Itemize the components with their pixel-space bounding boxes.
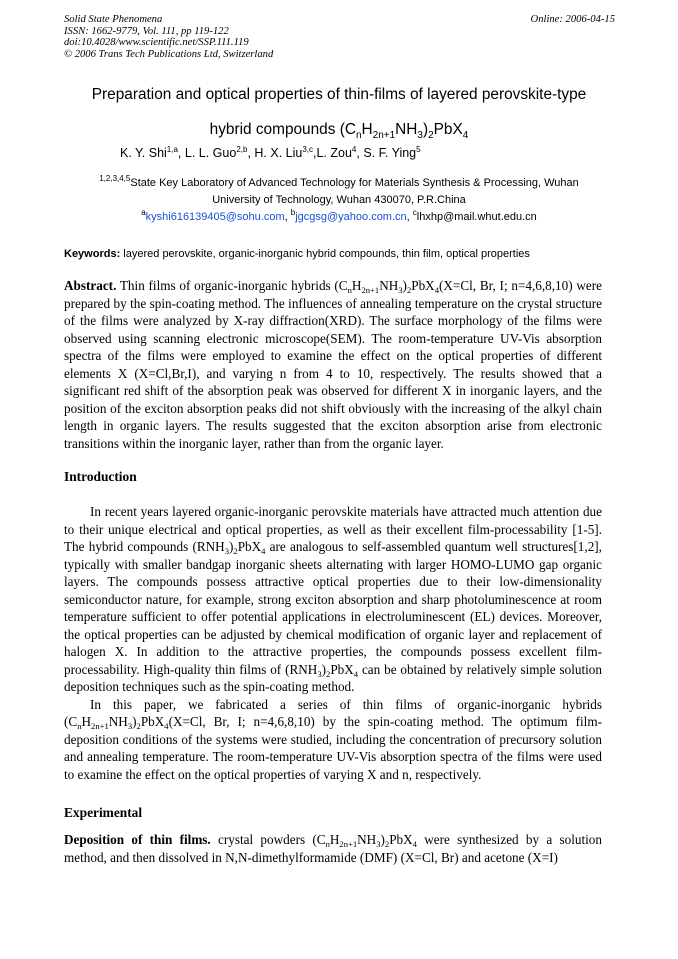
abstract: Abstract. Thin films of organic-inorganic hybrids $(C_nH_{2n+1}NH_3)_2PbX_4(X=Cl$, Br, I; n=4,6,8,10) were prepared by the spin-coating method. The influences of annealing temperature on the crystal structure of the films were analyzed by X-ray diffraction(XRD). The surface morphology of the films were observed using scanning electronic microscope(SEM). The room-temperature UV-Vis absorption spectra of the films were employed to examine the effect on the optical properties of different elements X (X=Cl,Br,I), and varying n from 4 to 10, respectively. The results showed that a significant red shift of the absorption peak was observed for different X in inorganic layers, and the position of the exciton absorption peaks did not shift obviously with the increasing of the alkyl chain length in organic layers. The results suggested that the exciton absorption arise from electronic transitions within the inorganic layer, rather than from the organic layer.	[64, 278, 602, 451]
journal-copyright: © 2006 Trans Tech Publications Ltd, Switzerland	[64, 48, 274, 60]
author-list: K. Y. Shi$^{1,a}$, L. L. Guo$^{2,b}$, H. X. Liu$^{3,c}$,L. Zou$^4$, S. F. Ying$^5$	[120, 145, 421, 160]
paper-title-line-2: hybrid compounds $(C_nH_{2n+1}NH_3)_2PbX_4$	[209, 121, 469, 141]
section-heading-introduction: Introduction	[64, 469, 137, 484]
online-date: Online: 2006-04-15	[530, 14, 615, 25]
introduction-body	[64, 503, 602, 783]
email-link[interactable]: jgcgsg@yahoo.com.cn	[295, 211, 407, 223]
email-text: lhxhp@mail.whut.edu.cn	[416, 211, 537, 223]
journal-name: Solid State Phenomena	[64, 14, 163, 25]
journal-doi: doi:10.4028/www.scientific.net/SSP.111.119	[64, 37, 249, 49]
keywords: Keywords: layered perovskite, organic-inorganic hybrid compounds, thin film, optical properties	[64, 248, 530, 260]
author: L. L. Guo	[184, 146, 237, 160]
abstract-label: Abstract.	[64, 278, 117, 293]
paragraph: In recent years layered organic-inorganic perovskite materials have attracted much attention due to their unique electrical and optical properties, as well as their excellent film-processability [1-5]. The hybrid compounds $(RNH_3)_2PbX_4$ are analogous to self-assembled quantum well structures[1,2], typically with smaller bandgap inorganic sheets alternating with larger HOMO-LUMO gap organic layers. The compounds possess attractive optical properties due to their low-dimensionality semiconductor nature, for example, strong exciton absorption and sharp photoluminescence at room temperature sufficient to offer potential applications in electroluminescent (EL) devices. Moreover, the optical properties can be adjusted by chemical modification of organic layer and replacement of halogen X. In addition to the attractive properties, the compounds possess excellent film-processability. High-quality thin films of $(RNH_3)_2PbX_4$ can be obtained by relatively simple solution deposition techniques such as the spin-coating method.	[64, 504, 602, 694]
author-emails: $^a$kyshi616139405@sohu.com, $^b$jgcgsg@yahoo.com.cn, $^c$lhxhp@mail.whut.edu.cn	[141, 208, 537, 223]
author: H. X. Liu	[254, 146, 303, 160]
subsection-lead: Deposition of thin films.	[64, 832, 211, 847]
experimental-body: Deposition of thin films. crystal powders $(C_nH_{2n+1}NH_3)_2PbX_4$ were synthesized by a solution method, and then dissolved in N,N-dimethylformamide (DMF) (X=Cl, Br) and acetone (X=I)	[64, 832, 602, 865]
journal-issn: ISSN: 1662-9779, Vol. 111, pp 119-122	[64, 25, 229, 37]
author: S. F. Ying	[363, 146, 417, 160]
paper-title-line-1: Preparation and optical properties of thin-films of layered perovskite-type	[91, 86, 587, 103]
journal-header	[64, 14, 273, 60]
section-heading-experimental: Experimental	[64, 805, 143, 820]
paragraph: In this paper, we fabricated a series of thin films of organic-inorganic hybrids $(C_nH_{2n+1}NH_3)_2PbX_4(X=Cl$, Br, I; n=4,6,8,10) by the spin-coating method. The optimum film-deposition conditions of the systems were studied, including the concentration of precursory solution and annealing temperature. The room-temperature UV-Vis absorption spectra of the films were used to examine the effect on the optical properties of varying X and n, respectively.	[64, 696, 602, 782]
affiliation-line-2: University of Technology, Wuhan 430070, P.R.China	[212, 194, 466, 206]
author: L. Zou	[316, 146, 352, 160]
email-link[interactable]: kyshi616139405@sohu.com	[145, 211, 285, 223]
keywords-label: Keywords:	[64, 248, 121, 260]
affiliation-line-1: $^{1,2,3,4,5}$State Key Laboratory of Advanced Technology for Materials Synthesis & Processing, Wuhan	[99, 174, 579, 189]
author: K. Y. Shi	[120, 146, 167, 160]
